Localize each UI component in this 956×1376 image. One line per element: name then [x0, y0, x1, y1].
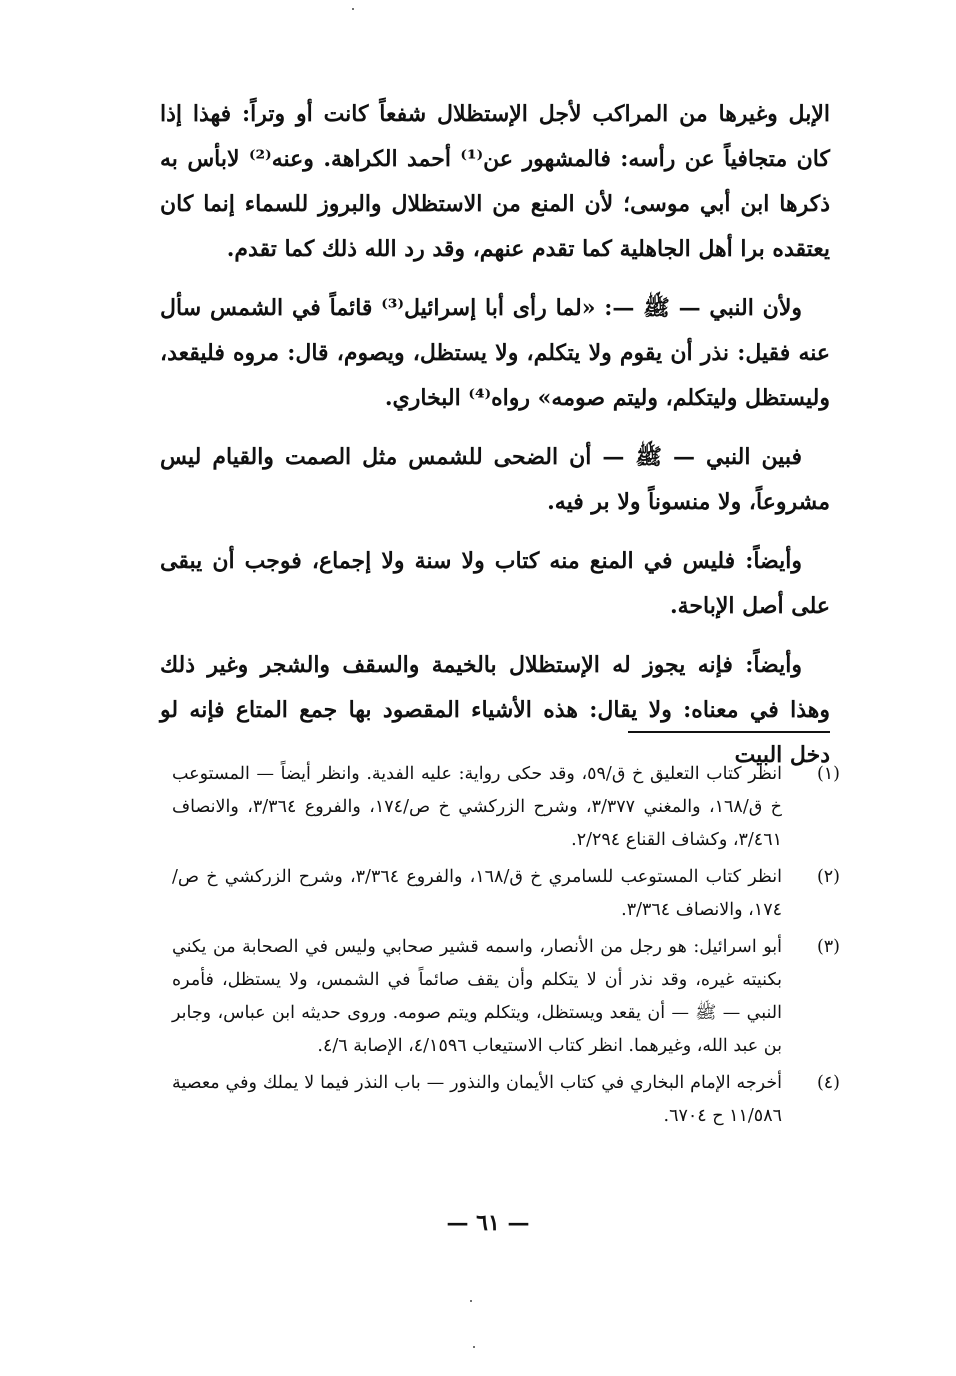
main-text	[160, 92, 830, 792]
footnote-text: انظر كتاب التعليق خ ق/٥٩، وقد حكى رواية: عليه الفدية. وانظر أيضاً — المستوعب خ ق/١٦٨، والمغني ٣/٣٧٧، وشرح الزركشي خ ص/١٧٤، والفروع ٣/٣٦٤، والانصاف ٣/٤٦١، وكشاف القناع ٢/٢٩٤.	[172, 764, 782, 850]
footnote	[172, 758, 840, 857]
footnote-number: (٤)	[816, 1073, 840, 1093]
footnote-text: أخرجه الإمام البخاري في كتاب الأيمان والنذور — باب النذر فيما لا يملك وفي معصية ١١/٥٨٦ ح ٦٧٠٤.	[172, 1073, 782, 1126]
footnote	[172, 1067, 840, 1133]
footnotes	[172, 758, 840, 1137]
footnote-divider	[628, 731, 830, 733]
scan-speck	[473, 1346, 475, 1348]
footnote	[172, 861, 840, 927]
scan-speck	[470, 1300, 472, 1302]
footnote-number: (١)	[816, 764, 840, 784]
footnote-number: (٣)	[816, 937, 840, 957]
footnote-number: (٢)	[816, 867, 840, 887]
paragraph: وأيضاً: فليس في المنع منه كتاب ولا سنة ولا إجماع، فوجب أن يبقى على أصل الإباحة.	[160, 548, 830, 619]
paragraph: الإبل وغيرها من المراكب لأجل الإستظلال شفعاً كانت أو وتراً: فهذا إذا كان متجافياً عن رأسه: فالمشهور عن⁽¹⁾ أحمد الكراهة. وعنه⁽²⁾ لابأس به ذكرها ابن أبي موسى؛ لأن المنع من الاستظلال والبروز للسماء إنما كان يعتقده برا أهل الجاهلية كما تقدم عنهم، وقد رد الله ذلك كما تقدم.	[160, 101, 830, 262]
page-number: — ٦١ —	[446, 1210, 530, 1236]
paragraph: ولأن النبي — ﷺ —: «لما رأى أبا إسرائيل⁽³⁾ قائماً في الشمس سأل عنه فقيل: نذر أن يقوم ولا يتكلم، ولا يستظل، ويصوم، قال: مروه فليقعد، وليستظل وليتكلم، وليتم صومه» رواه⁽⁴⁾ البخاري.	[160, 295, 830, 411]
paragraph: فبين النبي — ﷺ — أن الضحى للشمس مثل الصمت والقيام ليس مشروعاً، ولا منسوناً ولا بر فيه.	[160, 444, 830, 515]
footnote-text: أبو اسرائيل: هو رجل من الأنصار، واسمه قشير صحابي وليس في الصحابة من يكني بكنيته غيره، وقد نذر أن لا يتكلم وأن يقف صائماً في الشمس، ولا يستظل، فأمره النبي — ﷺ — أن يقعد ويستظل، ويتكلم ويتم صومه. وروى حديثه ابن عباس، وجابر بن عبد الله، وغيرهما. انظر كتاب الاستيعاب ٤/١٥٩٦، الإصابة ٤/٦.	[172, 937, 782, 1056]
footnote-text: انظر كتاب المستوعب للسامري خ ق/١٦٨، والفروع ٣/٣٦٤، وشرح الزركشي خ ص/١٧٤، والانصاف ٣/٣٦٤.	[172, 867, 782, 920]
scan-speck	[352, 8, 354, 10]
footnote	[172, 931, 840, 1063]
paragraph: وأيضاً: فإنه يجوز له الإستظلال بالخيمة والسقف والشجر وغير ذلك وهذا في معناه: ولا يقال: هذه الأشياء المقصود بها جمع المتاع فإنه لو دخل البيت	[160, 652, 830, 768]
